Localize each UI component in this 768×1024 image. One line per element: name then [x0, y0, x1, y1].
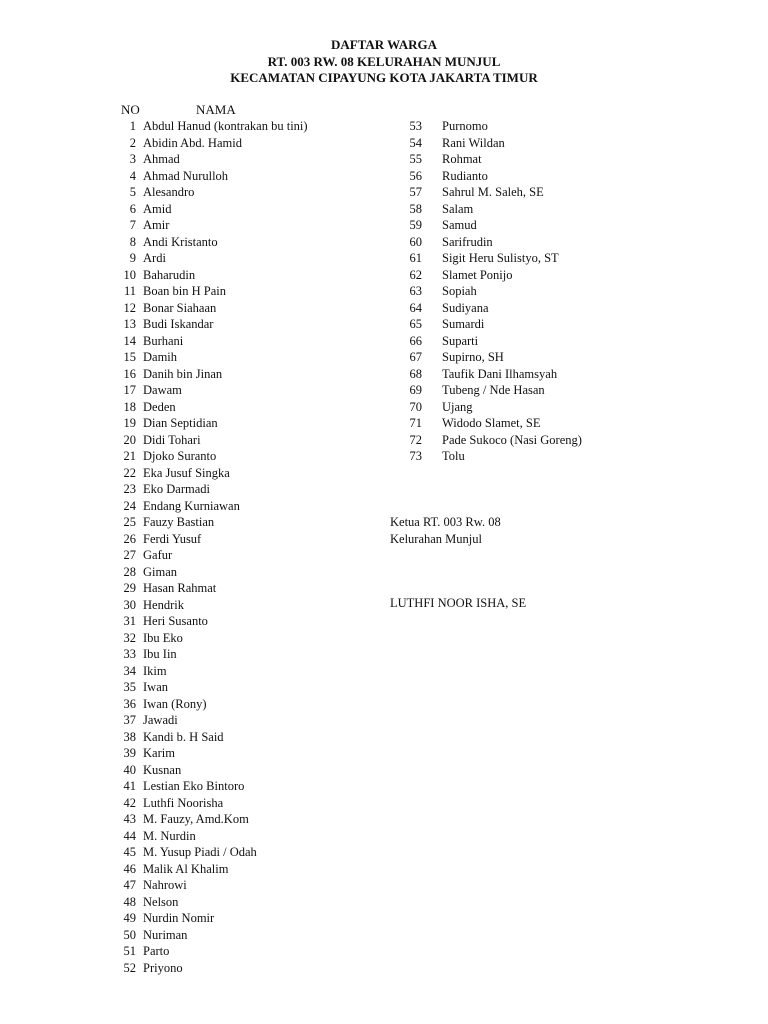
entry-name: Sumardi	[442, 317, 485, 331]
entry-number: 5	[129, 185, 136, 199]
list-item	[380, 448, 582, 465]
entry-number: 26	[123, 531, 136, 546]
entry-number: 29	[123, 581, 136, 595]
entry-name: Baharudin	[143, 267, 196, 282]
list-item	[110, 234, 308, 251]
entry-name: Andi Kristanto	[143, 234, 218, 249]
list-item	[110, 861, 308, 878]
entry-name: Nurdin Nomir	[143, 911, 215, 925]
entry-number: 15	[123, 350, 136, 364]
entry-number: 32	[123, 630, 136, 645]
entry-name: Sudiyana	[442, 300, 489, 315]
entry-name: Heri Susanto	[143, 614, 208, 628]
entry-name: Dawam	[143, 383, 182, 397]
list-item	[380, 333, 582, 350]
entry-number: 21	[123, 449, 136, 463]
signature-name: LUTHFI NOOR ISHA, SE	[390, 596, 527, 610]
list-item	[110, 481, 308, 498]
entry-number: 55	[409, 152, 422, 166]
entry-number: 68	[409, 366, 422, 381]
entry-number: 33	[123, 647, 136, 661]
list-item	[110, 118, 308, 135]
list-item	[380, 432, 582, 449]
entry-number: 59	[409, 218, 422, 232]
entry-number: 54	[409, 135, 422, 150]
list-item	[380, 316, 582, 333]
list-item	[380, 201, 582, 218]
list-item	[110, 250, 308, 267]
entry-name: Lestian Eko Bintoro	[143, 779, 245, 793]
entry-name: Alesandro	[143, 185, 195, 199]
entry-number: 43	[123, 812, 136, 826]
entry-number: 17	[123, 383, 136, 397]
entry-number: 13	[123, 317, 136, 331]
entry-name: Luthfi Noorisha	[143, 795, 224, 810]
entry-name: Priyono	[143, 960, 183, 975]
entry-name: Danih bin Jinan	[143, 366, 223, 381]
list-item	[110, 168, 308, 185]
entry-name: Kandi b. H Said	[143, 729, 224, 744]
entry-number: 66	[409, 333, 422, 348]
list-item	[380, 118, 582, 135]
entry-name: Hendrik	[143, 597, 184, 612]
entry-number: 34	[123, 663, 136, 678]
entry-number: 4	[129, 168, 136, 183]
entry-name: Malik Al Khalim	[143, 861, 229, 876]
entry-number: 48	[123, 894, 136, 909]
entry-number: 22	[123, 465, 136, 480]
entry-number: 53	[409, 119, 422, 133]
list-item	[110, 399, 308, 416]
list-item	[380, 382, 582, 399]
entry-name: Rudianto	[442, 168, 488, 183]
entry-name: Abidin Abd. Hamid	[143, 135, 242, 150]
signature-title	[390, 514, 501, 547]
entry-number: 70	[409, 399, 422, 414]
list-item	[380, 349, 582, 366]
resident-list-right	[380, 118, 582, 465]
entry-name: Giman	[143, 564, 178, 579]
entry-name: Bonar Siahaan	[143, 300, 217, 315]
entry-name: Sahrul M. Saleh, SE	[442, 185, 544, 199]
entry-name: M. Fauzy, Amd.Kom	[143, 812, 249, 826]
entry-number: 16	[123, 366, 136, 381]
entry-name: Supirno, SH	[442, 350, 504, 364]
entry-number: 67	[409, 350, 422, 364]
list-item	[380, 267, 582, 284]
entry-number: 72	[409, 432, 422, 447]
entry-name: Eka Jusuf Singka	[143, 465, 230, 480]
entry-name: Damih	[143, 350, 178, 364]
entry-number: 30	[123, 597, 136, 612]
list-item	[110, 943, 308, 960]
entry-number: 3	[129, 152, 136, 166]
entry-number: 73	[409, 449, 422, 463]
list-item	[110, 498, 308, 515]
entry-name: Gafur	[143, 548, 173, 562]
entry-name: Widodo Slamet, SE	[442, 416, 541, 430]
list-item	[110, 547, 308, 564]
entry-name: Boan bin H Pain	[143, 284, 226, 298]
list-item	[110, 349, 308, 366]
list-item	[110, 135, 308, 152]
entry-name: Didi Tohari	[143, 432, 201, 447]
list-item	[110, 267, 308, 284]
entry-name: Ardi	[143, 251, 166, 265]
list-item	[110, 432, 308, 449]
list-item	[110, 316, 308, 333]
document-title	[0, 37, 768, 87]
entry-number: 37	[123, 713, 136, 727]
entry-number: 11	[123, 284, 136, 298]
entry-name: Jawadi	[143, 713, 178, 727]
title-line-3: KECAMATAN CIPAYUNG KOTA JAKARTA TIMUR	[230, 70, 538, 85]
list-item	[110, 960, 308, 977]
entry-name: Dian Septidian	[143, 416, 218, 430]
list-item	[110, 646, 308, 663]
list-item	[110, 927, 308, 944]
column-header-no: NO	[121, 102, 140, 117]
signature-title-line-2: Kelurahan Munjul	[390, 531, 482, 546]
entry-name: Tolu	[442, 449, 465, 463]
entry-number: 36	[123, 696, 136, 711]
entry-name: Nahrowi	[143, 878, 187, 892]
list-item	[110, 778, 308, 795]
entry-name: Sarifrudin	[442, 234, 493, 249]
entry-name: Pade Sukoco (Nasi Goreng)	[442, 432, 582, 447]
entry-name: Burhani	[143, 333, 184, 348]
entry-name: Amir	[143, 218, 170, 232]
entry-name: Eko Darmadi	[143, 482, 210, 496]
list-item	[110, 811, 308, 828]
list-item	[380, 283, 582, 300]
list-item	[110, 795, 308, 812]
entry-name: Samud	[442, 218, 477, 232]
list-item	[380, 300, 582, 317]
list-item	[110, 415, 308, 432]
entry-name: Parto	[143, 944, 170, 958]
entry-number: 24	[123, 498, 136, 513]
list-item	[110, 333, 308, 350]
entry-number: 31	[123, 614, 136, 628]
entry-number: 7	[129, 218, 136, 232]
entry-name: Ferdi Yusuf	[143, 531, 202, 546]
list-item	[110, 366, 308, 383]
entry-name: Fauzy Bastian	[143, 515, 215, 529]
entry-name: Amid	[143, 201, 172, 216]
list-item	[110, 663, 308, 680]
entry-number: 46	[123, 861, 136, 876]
entry-number: 14	[123, 333, 136, 348]
entry-name: Ibu Iin	[143, 647, 177, 661]
resident-list-left	[110, 118, 308, 976]
entry-number: 52	[123, 960, 136, 975]
entry-name: Sigit Heru Sulistyo, ST	[442, 251, 559, 265]
entry-number: 8	[129, 234, 136, 249]
list-item	[110, 151, 308, 168]
entry-number: 44	[123, 828, 136, 843]
list-item	[380, 151, 582, 168]
list-item	[110, 382, 308, 399]
list-item	[110, 613, 308, 630]
entry-number: 63	[409, 284, 422, 298]
list-item	[110, 712, 308, 729]
entry-name: Deden	[143, 399, 176, 414]
entry-number: 35	[123, 680, 136, 694]
entry-name: Rani Wildan	[442, 135, 505, 150]
list-item	[110, 448, 308, 465]
list-item	[110, 201, 308, 218]
list-item	[110, 910, 308, 927]
entry-number: 58	[409, 201, 422, 216]
list-item	[380, 168, 582, 185]
list-item	[110, 729, 308, 746]
entry-number: 25	[123, 515, 136, 529]
entry-number: 60	[409, 234, 422, 249]
list-item	[110, 184, 308, 201]
entry-name: Ahmad Nurulloh	[143, 168, 229, 183]
entry-name: Iwan (Rony)	[143, 696, 207, 711]
list-item	[110, 828, 308, 845]
entry-number: 41	[123, 779, 136, 793]
list-item	[380, 250, 582, 267]
list-item	[380, 366, 582, 383]
entry-number: 69	[409, 383, 422, 397]
entry-number: 65	[409, 317, 422, 331]
entry-number: 64	[409, 300, 422, 315]
entry-name: Slamet Ponijo	[442, 267, 513, 282]
list-item	[380, 234, 582, 251]
entry-number: 1	[129, 119, 136, 133]
entry-number: 62	[409, 267, 422, 282]
entry-name: Purnomo	[442, 119, 488, 133]
entry-name: Suparti	[442, 333, 479, 348]
entry-number: 56	[409, 168, 422, 183]
entry-name: Salam	[442, 201, 474, 216]
column-header-nama: NAMA	[196, 102, 236, 117]
entry-number: 23	[123, 482, 136, 496]
entry-number: 50	[123, 927, 136, 942]
list-item	[110, 745, 308, 762]
list-item	[380, 184, 582, 201]
list-item	[110, 679, 308, 696]
entry-name: Sopiah	[442, 284, 477, 298]
entry-name: M. Yusup Piadi / Odah	[143, 845, 257, 859]
entry-name: Taufik Dani Ilhamsyah	[442, 366, 558, 381]
entry-number: 45	[123, 845, 136, 859]
title-line-1: DAFTAR WARGA	[330, 37, 438, 52]
list-item	[380, 217, 582, 234]
entry-number: 10	[123, 267, 136, 282]
list-item	[380, 415, 582, 432]
entry-number: 61	[409, 251, 422, 265]
entry-name: Tubeng / Nde Hasan	[442, 383, 545, 397]
list-item	[110, 531, 308, 548]
entry-number: 39	[123, 746, 136, 760]
entry-number: 19	[123, 416, 136, 430]
entry-name: Rohmat	[442, 152, 482, 166]
entry-number: 27	[123, 548, 136, 562]
list-item	[110, 597, 308, 614]
list-item	[110, 465, 308, 482]
entry-number: 6	[129, 201, 136, 216]
entry-name: Ahmad	[143, 152, 180, 166]
entry-name: Nuriman	[143, 927, 188, 942]
entry-number: 40	[123, 762, 136, 777]
entry-name: Ibu Eko	[143, 630, 183, 645]
list-item	[110, 894, 308, 911]
list-item	[110, 696, 308, 713]
entry-name: Djoko Suranto	[143, 449, 217, 463]
entry-number: 20	[123, 432, 136, 447]
entry-name: Hasan Rahmat	[143, 581, 217, 595]
list-item	[110, 283, 308, 300]
title-line-2: RT. 003 RW. 08 KELURAHAN MUNJUL	[267, 53, 501, 69]
entry-name: M. Nurdin	[143, 828, 196, 843]
list-item	[110, 564, 308, 581]
list-item	[110, 630, 308, 647]
list-item	[110, 580, 308, 597]
entry-name: Karim	[143, 746, 175, 760]
entry-name: Nelson	[143, 894, 179, 909]
entry-number: 47	[123, 878, 136, 892]
list-item	[110, 514, 308, 531]
list-item	[110, 762, 308, 779]
entry-name: Iwan	[143, 680, 168, 694]
list-item	[380, 399, 582, 416]
entry-number: 12	[123, 300, 136, 315]
signature-title-line-1: Ketua RT. 003 Rw. 08	[390, 515, 501, 529]
entry-name: Ikim	[143, 663, 167, 678]
list-item	[110, 877, 308, 894]
entry-number: 2	[129, 135, 136, 150]
entry-name: Abdul Hanud (kontrakan bu tini)	[143, 119, 308, 133]
entry-name: Kusnan	[143, 762, 182, 777]
entry-number: 28	[123, 564, 136, 579]
entry-number: 42	[123, 795, 136, 810]
list-item	[380, 135, 582, 152]
entry-number: 18	[123, 399, 136, 414]
list-item	[110, 844, 308, 861]
entry-number: 57	[409, 185, 422, 199]
entry-number: 51	[123, 944, 136, 958]
list-item	[110, 217, 308, 234]
entry-name: Budi Iskandar	[143, 317, 214, 331]
entry-number: 38	[123, 729, 136, 744]
entry-number: 49	[123, 911, 136, 925]
entry-number: 9	[129, 251, 136, 265]
list-item	[110, 300, 308, 317]
entry-name: Ujang	[442, 399, 473, 414]
entry-number: 71	[409, 416, 422, 430]
entry-name: Endang Kurniawan	[143, 498, 240, 513]
